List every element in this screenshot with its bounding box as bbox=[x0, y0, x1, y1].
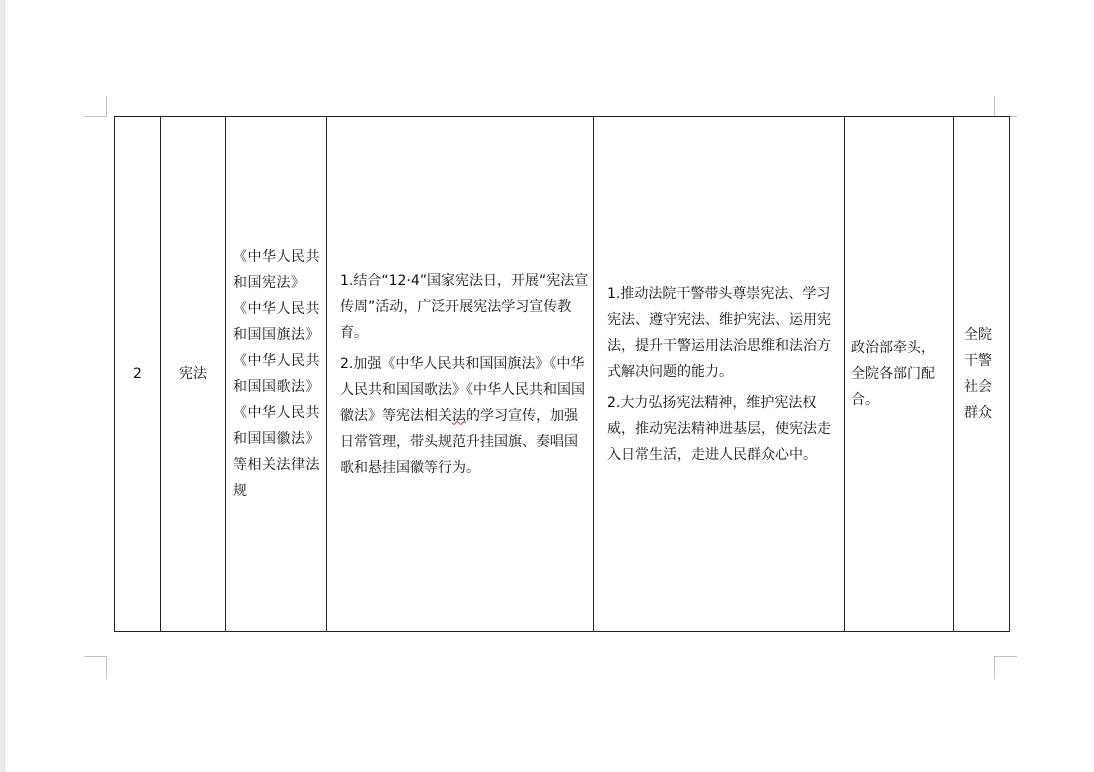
table-row bbox=[115, 117, 1010, 632]
crop-mark-top-left bbox=[84, 96, 107, 117]
goals-cell[interactable] bbox=[594, 117, 845, 632]
content-cell[interactable] bbox=[327, 117, 594, 632]
crop-mark-top-right bbox=[994, 96, 1017, 117]
laws-text: 《中华人民共和国宪法》《中华人民共和国国旗法》《中华人民共和国国歌法》《中华人民共和国国徽法》等相关法律法规 bbox=[233, 249, 320, 499]
lead-dept-text: 政治部牵头，全院各部门配合。 bbox=[851, 340, 935, 408]
crop-mark-bottom-left bbox=[84, 656, 107, 679]
row-number-cell[interactable] bbox=[115, 117, 161, 632]
row-number: 2 bbox=[133, 366, 142, 382]
goal-item-1: 1.推动法院干警带头尊崇宪法、学习宪法、遵守宪法、维护宪法、运用宪法，提升干警运用法治思维和法治方式解决问题的能力。 bbox=[607, 285, 831, 380]
laws-cell[interactable] bbox=[226, 117, 327, 632]
lead-dept-cell[interactable] bbox=[845, 117, 954, 632]
spellcheck-flagged-word[interactable]: 法 bbox=[452, 407, 466, 424]
content-item-1: 1.结合“12·4”国家宪法日，开展“宪法宣传周”活动，广泛开展宪法学习宣传教育。 bbox=[340, 272, 589, 341]
content-item-2: 2.加强《中华人民共和国国旗法》《中华人民共和国国歌法》《中华人民共和国国徽法》等宪法相关法的学习宣传，加强日常管理，带头规范升挂国旗、奏唱国歌和悬挂国徽等行为。 bbox=[340, 355, 585, 476]
window-left-edge bbox=[0, 0, 5, 772]
plan-table bbox=[114, 116, 1010, 632]
target-cell[interactable] bbox=[954, 117, 1010, 632]
topic-cell[interactable] bbox=[161, 117, 226, 632]
crop-mark-bottom-right bbox=[994, 656, 1017, 679]
target-text: 全院干警社会群众 bbox=[964, 327, 992, 421]
topic-name: 宪法 bbox=[179, 366, 207, 382]
goal-item-2: 2.大力弘扬宪法精神，维护宪法权威，推动宪法精神进基层，使宪法走入日常生活，走进人民群众心中。 bbox=[607, 394, 831, 463]
